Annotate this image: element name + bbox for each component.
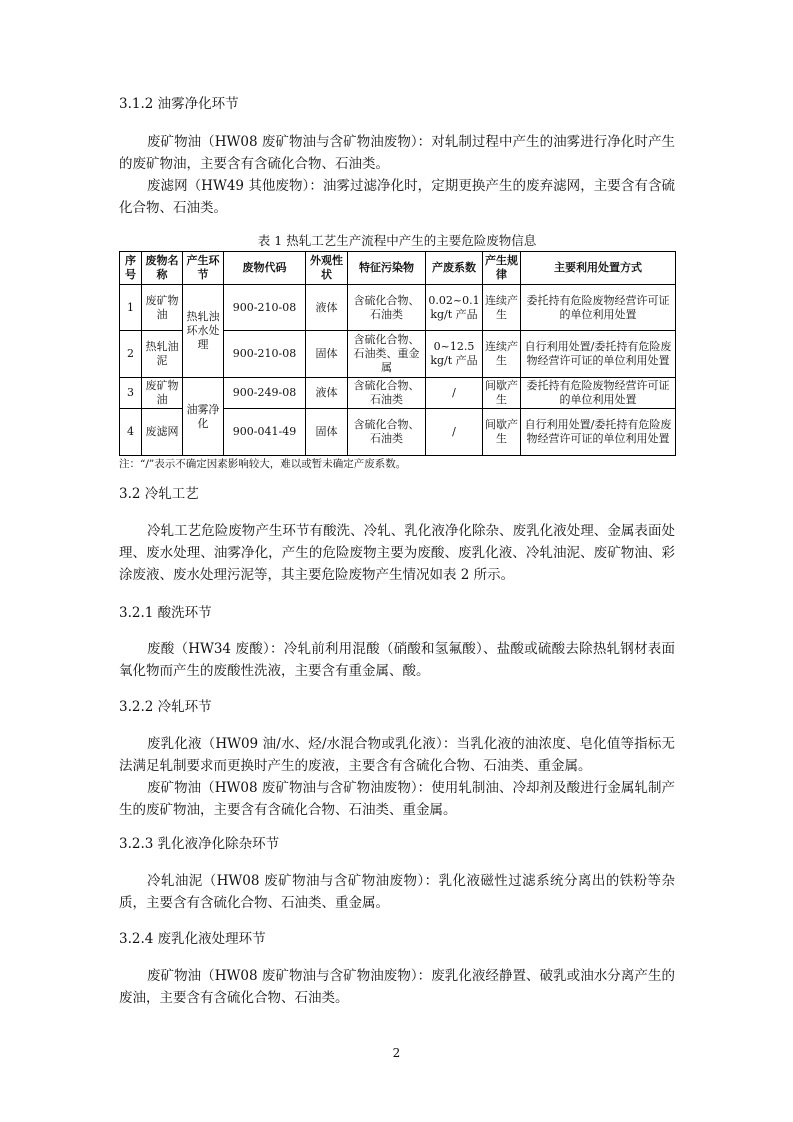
cell-disposal: 委托持有危险废物经营许可证的单位利用处置 bbox=[521, 285, 676, 331]
page-number: 2 bbox=[392, 1046, 401, 1060]
paragraph-waste-filter: 废滤网（HW49 其他废物）：油雾过滤净化时，定期更换产生的废弃滤网，主要含有含硫化合物、石油类。 bbox=[119, 178, 675, 216]
cell-code: 900-249-08 bbox=[224, 378, 306, 409]
cell-disposal: 自行利用处置/委托持有危险废物经营许可证的单位利用处置 bbox=[521, 409, 676, 456]
cell-form: 固体 bbox=[306, 409, 348, 456]
section-title-3-2-3: 3.2.3 乳化液净化除杂环节 bbox=[119, 836, 280, 852]
cell-form: 液体 bbox=[306, 285, 348, 331]
cell-no: 2 bbox=[120, 331, 142, 378]
paragraph-cold-rolling-sludge: 冷轧油泥（HW08 废矿物油与含矿物油废物）：乳化液磁性过滤系统分离出的铁粉等杂质，主要含有含硫化合物、石油类、重金属。 bbox=[119, 873, 675, 911]
cell-pollutant: 含硫化合物、石油类 bbox=[348, 378, 426, 409]
header-name: 废物名称 bbox=[142, 252, 183, 285]
cell-no: 1 bbox=[120, 285, 142, 331]
cell-code: 900-041-49 bbox=[224, 409, 306, 456]
cell-pollutant: 含硫化合物、石油类 bbox=[348, 409, 426, 456]
paragraph-cold-waste-mineral-oil: 废矿物油（HW08 废矿物油与含矿物油废物）：使用轧制油、冷却剂及酸进行金属轧制产生的废矿物油，主要含有含硫化合物、石油类、重金属。 bbox=[119, 780, 675, 818]
cell-pattern: 连续产生 bbox=[483, 331, 521, 378]
cell-pattern: 连续产生 bbox=[483, 285, 521, 331]
cell-name: 热轧油泥 bbox=[142, 331, 183, 378]
cell-pattern: 间歇产生 bbox=[483, 409, 521, 456]
header-code: 废物代码 bbox=[224, 252, 306, 285]
header-pattern: 产生规律 bbox=[483, 252, 521, 285]
paragraph-emulsion-waste-oil: 废矿物油（HW08 废矿物油与含矿物油废物）：废乳化液经静置、破乳或油水分离产生的废油，主要含有含硫化合物、石油类。 bbox=[119, 968, 675, 1006]
cell-name: 废矿物油 bbox=[142, 378, 183, 409]
hazardous-waste-table bbox=[119, 251, 676, 456]
cell-code: 900-210-08 bbox=[224, 331, 306, 378]
cell-pattern: 间歇产生 bbox=[483, 378, 521, 409]
section-title-3-2-4: 3.2.4 废乳化液处理环节 bbox=[119, 931, 266, 947]
cell-code: 900-210-08 bbox=[224, 285, 306, 331]
section-title-3-2-1: 3.2.1 酸洗环节 bbox=[119, 605, 212, 621]
cell-name: 废矿物油 bbox=[142, 285, 183, 331]
header-coef: 产废系数 bbox=[426, 252, 483, 285]
cell-coef: / bbox=[426, 378, 483, 409]
paragraph-waste-emulsion: 废乳化液（HW09 油/水、烃/水混合物或乳化液）：当乳化液的油浓度、皂化值等指标无法满足轧制要求而更换时产生的废液，主要含有含硫化合物、石油类、重金属。 bbox=[119, 736, 675, 774]
section-title-3-2-2: 3.2.2 冷轧环节 bbox=[119, 699, 212, 715]
header-stage: 产生环节 bbox=[183, 252, 224, 285]
cell-pollutant: 含硫化合物、石油类 bbox=[348, 285, 426, 331]
header-pollutant: 特征污染物 bbox=[348, 252, 426, 285]
cell-disposal: 委托持有危险废物经营许可证的单位利用处置 bbox=[521, 378, 676, 409]
cell-no: 3 bbox=[120, 378, 142, 409]
section-title-3-2: 3.2 冷轧工艺 bbox=[119, 486, 199, 502]
section-title-3-1-2: 3.1.2 油雾净化环节 bbox=[119, 96, 239, 112]
cell-coef: 0~12.5 kg/t 产品 bbox=[426, 331, 483, 378]
header-form: 外观性状 bbox=[306, 252, 348, 285]
cell-coef: 0.02~0.1 kg/t 产品 bbox=[426, 285, 483, 331]
table-row bbox=[120, 285, 676, 331]
table-note: 注：“/”表示不确定因素影响较大，难以或暂未确定产废系数。 bbox=[119, 458, 407, 470]
header-no: 序号 bbox=[120, 252, 142, 285]
cell-no: 4 bbox=[120, 409, 142, 456]
table-row bbox=[120, 378, 676, 409]
cell-pollutant: 含硫化合物、石油类、重金属 bbox=[348, 331, 426, 378]
cell-coef: / bbox=[426, 409, 483, 456]
paragraph-cold-rolling-overview: 冷轧工艺危险废物产生环节有酸洗、冷轧、乳化液净化除杂、废乳化液处理、金属表面处理、废水处理、油雾净化，产生的危险废物主要为废酸、废乳化液、冷轧油泥、废矿物油、彩涂废液、废水处理污泥等，其主要危险废物产生情况如表 2 所示。 bbox=[119, 523, 675, 583]
cell-stage: 热轧浊环水处理 bbox=[183, 285, 224, 378]
cell-name: 废滤网 bbox=[142, 409, 183, 456]
paragraph-waste-mineral-oil: 废矿物油（HW08 废矿物油与含矿物油废物）：对轧制过程中产生的油雾进行净化时产生的废矿物油，主要含有含硫化合物、石油类。 bbox=[119, 134, 675, 172]
header-disposal: 主要利用处置方式 bbox=[521, 252, 676, 285]
table-header-row bbox=[120, 252, 676, 285]
cell-disposal: 自行利用处置/委托持有危险废物经营许可证的单位利用处置 bbox=[521, 331, 676, 378]
cell-form: 液体 bbox=[306, 378, 348, 409]
paragraph-waste-acid: 废酸（HW34 废酸）：冷轧前利用混酸（硝酸和氢氟酸）、盐酸或硫酸去除热轧钢材表面氧化物而产生的废酸性洗液，主要含有重金属、酸。 bbox=[119, 641, 675, 679]
cell-stage: 油雾净化 bbox=[183, 378, 224, 456]
table-caption: 表 1 热轧工艺生产流程中产生的主要危险废物信息 bbox=[257, 233, 537, 248]
cell-form: 固体 bbox=[306, 331, 348, 378]
